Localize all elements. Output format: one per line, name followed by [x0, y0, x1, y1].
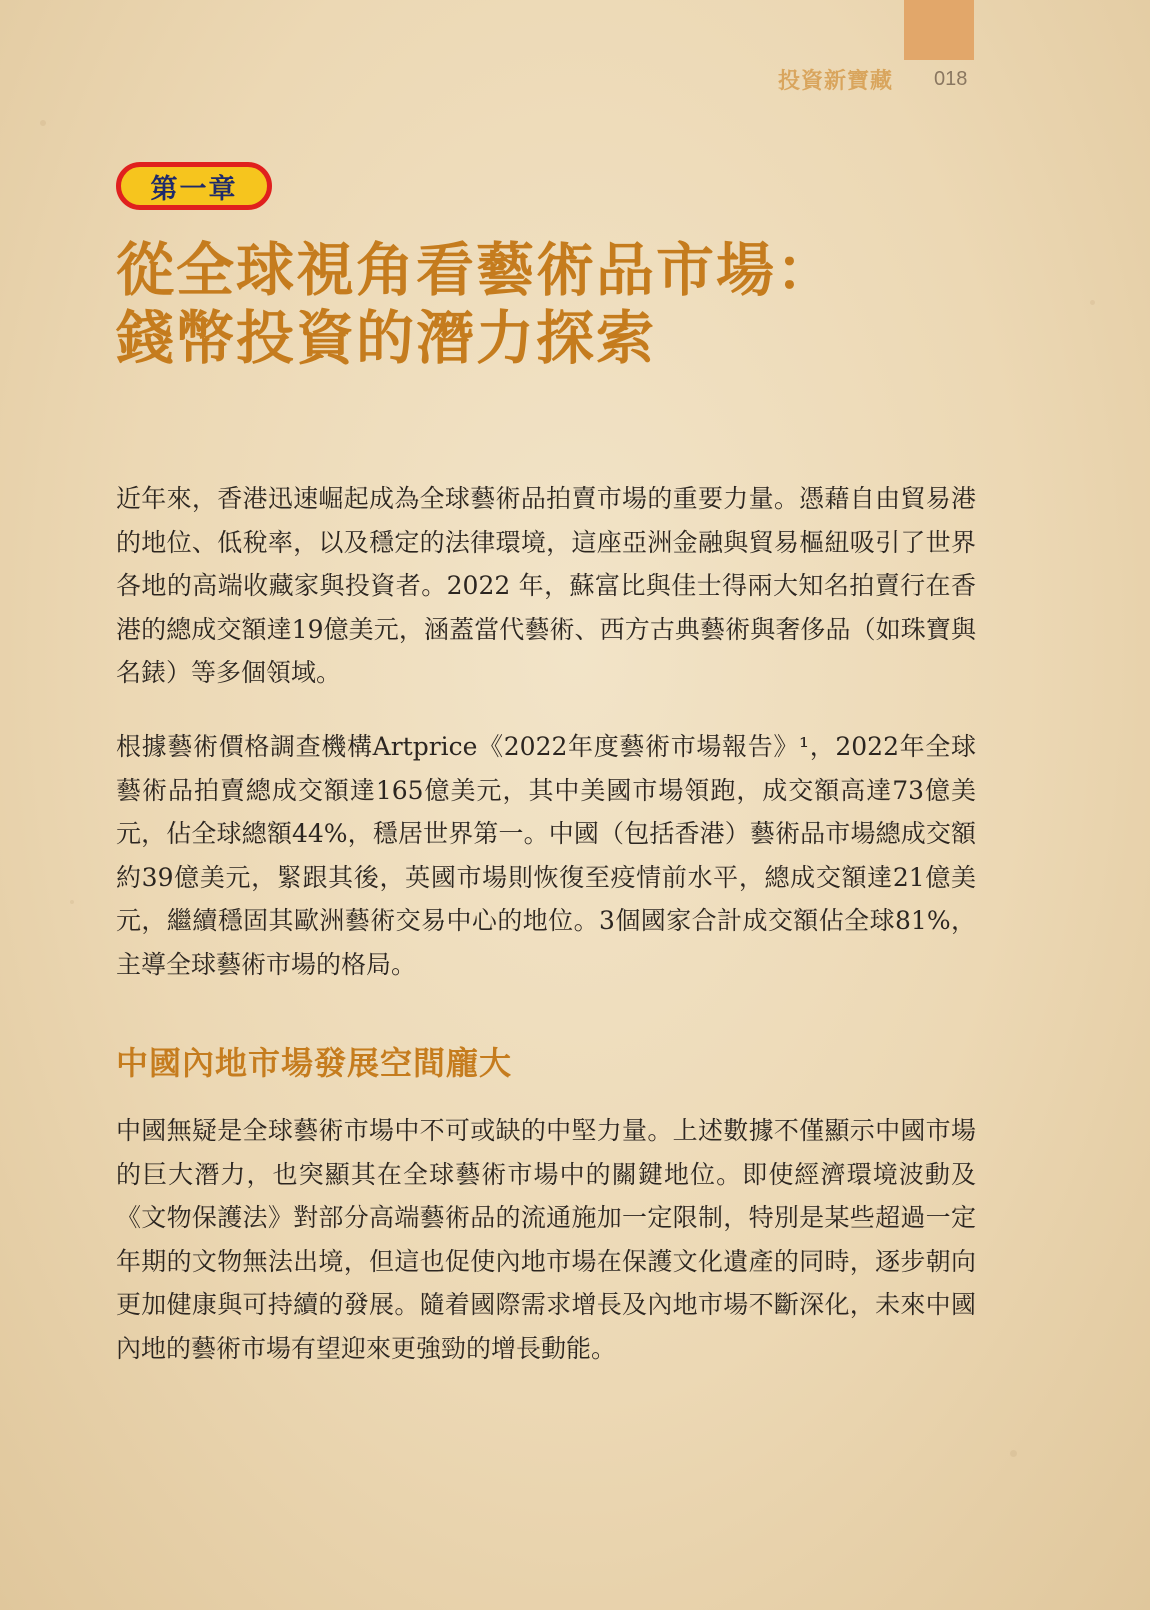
paper-speck [1090, 300, 1095, 305]
chapter-title-line-1: 從全球視角看藝術品市場： [116, 236, 837, 304]
body-paragraph-2: 根據藝術價格調查機構Artprice《2022年度藝術市場報告》¹，2022年全球藝術品拍賣總成交額達165億美元，其中美國市場領跑，成交額高達73億美元，佔全球總額44%，穩居世界第一。中國（包括香港）藝術品市場總成交額約39億美元，緊跟其後，英國市場則恢復至疫情前水平，總成交額達21億美元，繼續穩固其歐洲藝術交易中心的地位。3個國家合計成交額佔全球81%，主導全球藝術市場的格局。 [116, 732, 976, 979]
section-paragraph: 中國無疑是全球藝術市場中不可或缺的中堅力量。上述數據不僅顯示中國市場的巨大潛力，也突顯其在全球藝術市場中的關鍵地位。即使經濟環境波動及《文物保護法》對部分高端藝術品的流通施加一定限制，特別是某些超過一定年期的文物無法出境，但這也促使內地市場在保護文化遺產的同時，逐步朝向更加健康與可持續的發展。隨着國際需求增長及內地市場不斷深化，未來中國內地的藝術市場有望迎來更強勁的增長動能。 [116, 1116, 976, 1363]
running-header-title: 投資新寶藏 [778, 68, 894, 94]
page-number: 018 [934, 68, 968, 90]
section-heading: 中國內地市場發展空間龐大 [116, 1044, 513, 1082]
chapter-title [116, 236, 936, 372]
chapter-badge: 第一章 [116, 162, 272, 210]
paper-speck [40, 120, 46, 126]
paper-speck [1010, 1450, 1017, 1457]
chapter-title-line-2: 錢幣投資的潛力探索 [116, 304, 657, 372]
page-tab-marker [904, 0, 974, 60]
body-paragraph-1: 近年來，香港迅速崛起成為全球藝術品拍賣市場的重要力量。憑藉自由貿易港的地位、低稅率，以及穩定的法律環境，這座亞洲金融與貿易樞紐吸引了世界各地的高端收藏家與投資者。2022 年，蘇富比與佳士得兩大知名拍賣行在香港的總成交額達19億美元，涵蓋當代藝術、西方古典藝術與奢侈品（如珠寶與名錶）等多個領域。 [116, 484, 976, 687]
paper-speck [70, 900, 74, 904]
